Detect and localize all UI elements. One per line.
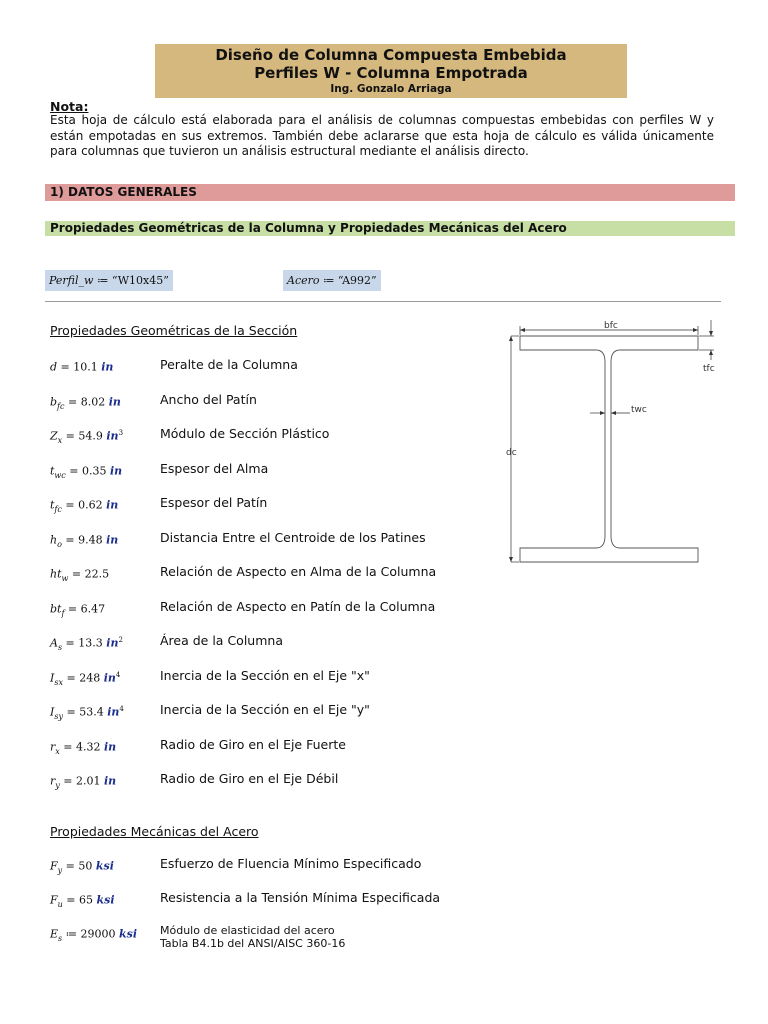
perfil-assign: ≔ bbox=[93, 274, 112, 287]
geom-equation: $A_s = 13.3$ $in^2$ bbox=[50, 636, 123, 652]
geom-description: Radio de Giro en el Eje Fuerte bbox=[160, 736, 346, 752]
bfc-label: bfc bbox=[604, 321, 618, 331]
perfil-variable: Perfil_w bbox=[49, 274, 94, 287]
geom-description: Radio de Giro en el Eje Débil bbox=[160, 771, 339, 786]
geom-description: Relación de Aspecto en Alma de la Columna bbox=[160, 564, 437, 579]
geom-description: Peralte de la Columna bbox=[160, 357, 298, 372]
geom-description: Inercia de la Sección en el Eje "x" bbox=[160, 667, 370, 683]
divider bbox=[45, 301, 721, 302]
geom-description: Área de la Columna bbox=[160, 633, 283, 648]
geom-equation: $Z_x = 54.9$ $in^3$ bbox=[50, 429, 124, 445]
geom-equation: $r_y = 2.01$ in bbox=[50, 774, 117, 790]
geom-description: Inercia de la Sección en el Eje "y" bbox=[160, 702, 370, 717]
geom-description: Ancho del Patín bbox=[160, 391, 257, 407]
geom-description: Relación de Aspecto en Patín de la Columna bbox=[160, 598, 436, 614]
nota-text: Esta hoja de cálculo está elaborada para el análisis de columnas compuestas embebidas con perfiles W y están empotadas en sus extremos. También debe aclararse que esta hoja de cálculo es válida únicamente para columnas que tuvieron un análisis estructural mediante el análisis directo. bbox=[50, 113, 714, 158]
geom-description: Distancia Entre el Centroide de los Patines bbox=[160, 529, 426, 545]
mech-equation: $F_u = 65$ ksi bbox=[50, 893, 115, 909]
geom-equation: $bt_f = 6.47$ bbox=[50, 602, 106, 618]
geom-description: Espesor del Alma bbox=[160, 460, 269, 476]
perfil-input[interactable] bbox=[45, 270, 173, 291]
mech-heading: Propiedades Mecánicas del Acero bbox=[50, 824, 259, 839]
subsection-header bbox=[45, 221, 735, 236]
mech-description: Esfuerzo de Fluencia Mínimo Especificado bbox=[160, 856, 422, 871]
title-line-2: Perfiles W - Columna Empotrada bbox=[254, 64, 528, 82]
acero-input[interactable] bbox=[283, 270, 381, 291]
geom-description: Módulo de Sección Plástico bbox=[160, 426, 330, 441]
geom-equation: $b_{fc} = 8.02$ in bbox=[50, 395, 121, 411]
document-title-box bbox=[155, 44, 627, 98]
dc-label: dc bbox=[506, 448, 517, 458]
geom-equation: $I_{sx} = 248$ $in^4$ bbox=[50, 670, 121, 687]
section-header-datos-generales bbox=[45, 184, 735, 201]
mech-description: Resistencia a la Tensión Mínima Especificada bbox=[160, 890, 441, 905]
geom-heading: Propiedades Geométricas de la Sección bbox=[50, 323, 298, 338]
geom-equation: $ht_w = 22.5$ bbox=[50, 567, 110, 583]
geom-equation: $r_x = 4.32$ in bbox=[50, 740, 117, 756]
geom-equation: $I_{sy} = 53.4$ $in^4$ bbox=[50, 705, 124, 721]
subsection-title: Propiedades Geométricas de la Columna y Propiedades Mecánicas del Acero bbox=[50, 221, 567, 235]
tfc-label: tfc bbox=[703, 364, 715, 374]
title-line-1: Diseño de Columna Compuesta Embebida bbox=[215, 46, 567, 64]
acero-variable: Acero bbox=[287, 274, 320, 287]
acero-value: “A992” bbox=[337, 274, 377, 287]
geom-equation: $t_{wc} = 0.35$ in bbox=[50, 464, 123, 480]
mech-equation: $E_s$ ≔ 29000 ksi bbox=[50, 927, 137, 943]
mech-description: Módulo de elasticidad del acero Tabla B4.1b del ANSI/AISC 360-16 bbox=[160, 924, 346, 950]
nota-label: Nota: bbox=[50, 99, 89, 114]
perfil-value: “W10x45” bbox=[111, 274, 169, 287]
author-name: Ing. Gonzalo Arriaga bbox=[330, 83, 452, 95]
geom-description: Espesor del Patín bbox=[160, 495, 268, 510]
section-title: 1) DATOS GENERALES bbox=[50, 185, 197, 199]
mech-equation: $F_y = 50$ ksi bbox=[50, 859, 114, 875]
geom-equation: d = 10.1 in bbox=[50, 360, 114, 374]
acero-assign: ≔ bbox=[319, 274, 338, 287]
w-section-diagram bbox=[500, 312, 730, 572]
geom-equation: $t_{fc} = 0.62$ in bbox=[50, 498, 119, 514]
twc-label: twc bbox=[631, 405, 647, 415]
geom-equation: $h_o = 9.48$ in bbox=[50, 533, 119, 549]
